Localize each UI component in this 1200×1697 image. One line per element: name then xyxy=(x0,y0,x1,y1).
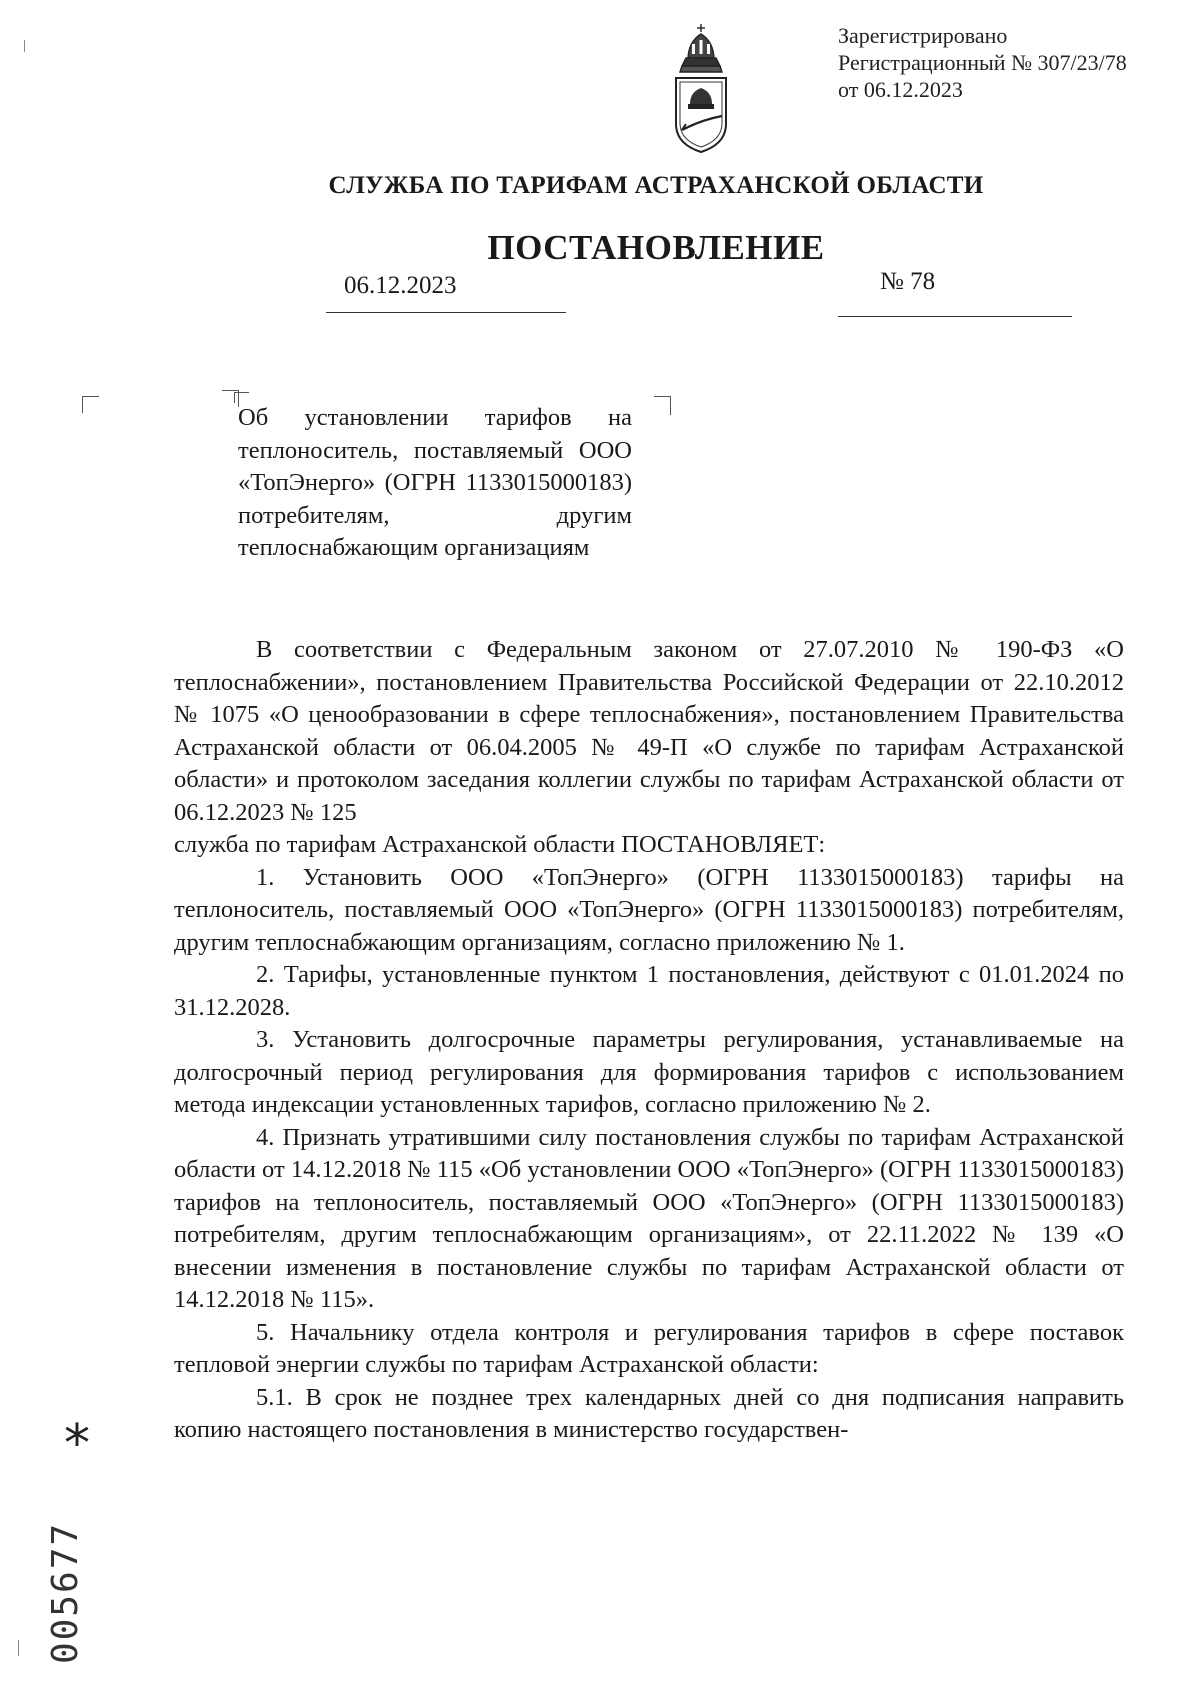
preamble-paragraph: В соответствии с Федеральным законом от 27.07.2010 № 190-ФЗ «О теплоснабжении», постановлением Правительства Российской Федерации от 22.10.2012 № 1075 «О ценообразовании в сфере теплоснабжения», постановлением Правительства Астраханской области от 06.04.2005 № 49-П «О службе по тарифам Астраханской области» и протоколом заседания коллегии службы по тарифам Астраханской области от 06.12.2023 № 125 xyxy=(174,636,1124,826)
body-item-5-1: 5.1. В срок не позднее трех календарных дней со дня подписания направить копию настоящего постановления в министерство государствен- xyxy=(174,1383,1124,1443)
body-item-2: 2. Тарифы, установленные пунктом 1 постановления, действуют с 01.01.2024 по 31.12.2028. xyxy=(174,961,1124,1021)
date-underline xyxy=(326,312,566,313)
margin-asterisk: * xyxy=(64,1414,90,1474)
registration-line-1: Зарегистрировано xyxy=(838,23,1008,48)
number-underline xyxy=(838,316,1072,317)
coat-of-arms-icon xyxy=(668,20,734,156)
document-number: № 78 xyxy=(880,268,936,295)
document-subject: Об установлении тарифов на теплоноситель, поставляемый ООО «ТопЭнерго» (ОГРН 1133015000183) потребителям, другим теплоснабжающим организациям xyxy=(238,404,632,561)
document-type-heading: ПОСТАНОВЛЕНИЕ xyxy=(487,228,825,267)
body-item-3: 3. Установить долгосрочные параметры регулирования, устанавливаемые на долгосрочный период регулирования для формирования тарифов с использованием метода индексации установленных тарифов, согласно приложению № 2. xyxy=(174,1026,1124,1118)
body-item-5: 5. Начальнику отдела контроля и регулирования тарифов в сфере поставок тепловой энергии службы по тарифам Астраханской области: xyxy=(174,1318,1124,1378)
document-body xyxy=(174,634,1124,1447)
document-date: 06.12.2023 xyxy=(344,272,457,299)
registration-line-3: от 06.12.2023 xyxy=(838,77,963,102)
agency-name: СЛУЖБА ПО ТАРИФАМ АСТРАХАНСКОЙ ОБЛАСТИ xyxy=(328,172,984,199)
scan-edge-mark xyxy=(18,1640,19,1656)
resolution-line: служба по тарифам Астраханской области ПОСТАНОВЛЯЕТ: xyxy=(174,831,826,858)
scan-edge-mark xyxy=(24,40,25,52)
margin-serial-number: 005677 xyxy=(45,1521,86,1664)
registration-stamp xyxy=(838,22,1127,103)
registration-line-2: Регистрационный № 307/23/78 xyxy=(838,50,1127,75)
body-item-4: 4. Признать утратившими силу постановления службы по тарифам Астраханской области от 14.12.2018 № 115 «Об установлении ООО «ТопЭнерго» (ОГРН 1133015000183) тарифов на теплоноситель, поставляемый ООО «ТопЭнерго» (ОГРН 1133015000183) потребителям, другим теплоснабжающим организациям», от 22.11.2022 № 139 «О внесении изменения в постановление службы по тарифам Астраханской области от 14.12.2018 № 115». xyxy=(174,1123,1124,1313)
body-item-1: 1. Установить ООО «ТопЭнерго» (ОГРН 1133015000183) тарифы на теплоноситель, поставляемый ООО «ТопЭнерго» (ОГРН 1133015000183) потребителям, другим теплоснабжающим организациям, согласно приложению № 1. xyxy=(174,863,1124,956)
corner-bracket xyxy=(82,396,99,413)
corner-bracket xyxy=(654,396,671,415)
